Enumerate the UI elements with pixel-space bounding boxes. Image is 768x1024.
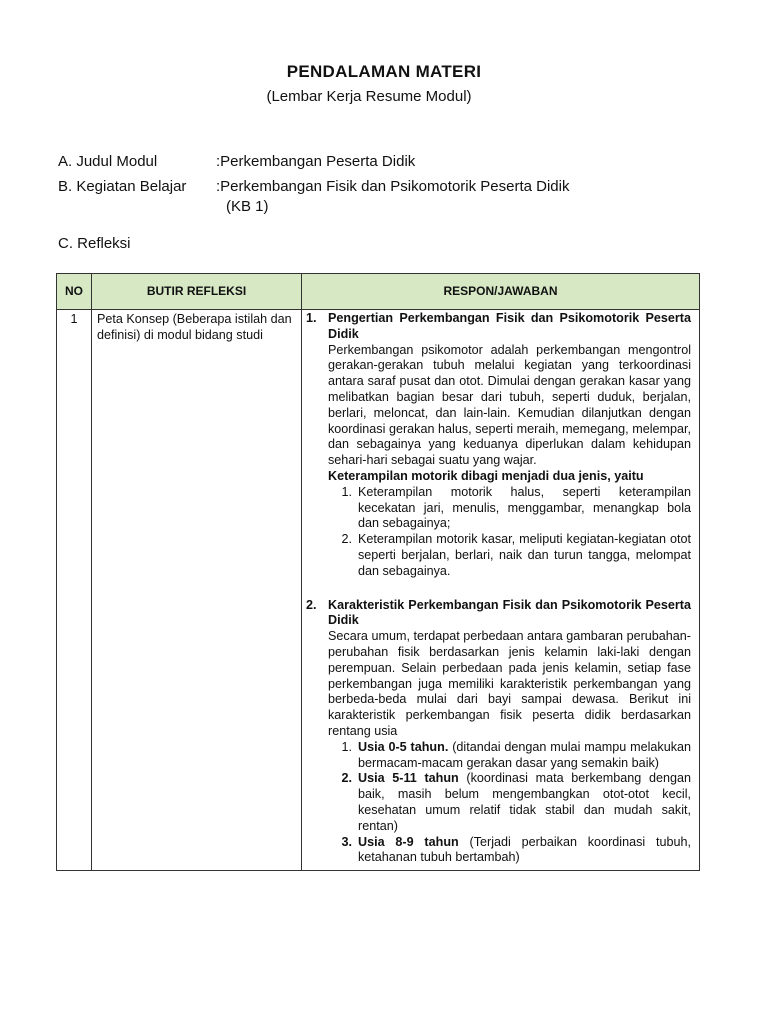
list-item-heading: Usia 8-9 tahun [358,834,459,849]
list-item-heading: Usia 5-11 tahun [358,771,459,786]
section-1-title: Pengertian Perkembangan Fisik dan Psikomotorik Peserta Didik [328,311,691,341]
list-item-number: 1. [341,484,352,499]
refleksi-label: C. Refleksi [58,235,131,252]
section-1-number: 1. [306,311,317,325]
judul-modul-row [58,152,415,172]
section-1 [306,311,691,580]
list-item [328,532,691,579]
cell-no: 1 [57,310,92,871]
list-item [328,835,691,867]
header-no: NO [57,274,92,310]
section-2 [306,598,691,867]
kegiatan-belajar-value-line2: (KB 1) [226,198,269,215]
list-item [328,740,691,772]
judul-modul-value: Perkembangan Peserta Didik [220,153,416,170]
section-2-title: Karakteristik Perkembangan Fisik dan Psikomotorik Peserta Didik [328,597,691,628]
list-item-number: 3. [341,834,352,849]
kegiatan-belajar-label: B. Kegiatan Belajar [58,178,187,195]
table-row [57,310,700,871]
list-item [328,485,691,532]
list-item [328,771,691,834]
list-item-text: (Terjadi perbaikan koordinasi tubuh, ketahanan tubuh bertambah) [358,834,691,865]
header-respon-jawaban: RESPON/JAWABAN [302,274,700,310]
section-2-number: 2. [306,597,317,612]
page-subtitle: (Lembar Kerja Resume Modul) [266,88,472,105]
judul-modul-label: A. Judul Modul [58,153,158,170]
refleksi-table [56,273,700,871]
cell-butir-refleksi: Peta Konsep (Beberapa istilah dan definisi) di modul bidang studi [92,310,302,871]
list-item-number: 2. [341,532,352,547]
list-item-number: 2. [341,771,352,786]
kegiatan-belajar-value: Perkembangan Fisik dan Psikomotorik Peserta Didik [220,178,570,195]
list-item-text: (koordinasi mata berkembang dengan baik, masih belum mengembangkan otot-otot kecil, kesehatan umum relatif tidak stabil dan mudah sakit, rentan) [358,771,691,833]
list-item-text: Keterampilan motorik kasar, meliputi kegiatan-kegiatan otot seperti berjalan, berlari, naik dan turun tangga, melompat dan sebagainya. [358,532,691,578]
kegiatan-belajar-separator: : [216,178,221,195]
table-header-row [57,274,700,310]
header-butir-refleksi: BUTIR REFLEKSI [92,274,302,310]
section-1-subtitle: Keterampilan motorik dibagi menjadi dua jenis, yaitu [328,468,644,483]
page-title: PENDALAMAN MATERI [286,62,482,81]
list-item-number: 1. [341,739,352,754]
section-1-paragraph: Perkembangan psikomotor adalah perkembangan mengontrol gerakan-gerakan tubuh melalui kegiatan yang terkoordinasi antara saraf pusat dan otot. Dimulai dengan gerakan kasar yang melibatkan bagian besar dari tubuh, seperti duduk, berjalan, berlari, meloncat, dan lain-lain. Kemudian dilanjutkan dengan koordinasi gerakan halus, seperti meraih, memegang, melempar, dan sebagainya yang keduanya diperlukan dalam kehidupan sehari-hari sebagai suatu yang wajar. [328,342,691,468]
judul-modul-separator: : [216,153,221,170]
cell-respon-jawaban [302,310,700,871]
section-2-paragraph: Secara umum, terdapat perbedaan antara gambaran perubahan-perubahan fisik berdasarkan jenis kelamin laki-laki dengan perempuan. Selain perbedaan pada jenis kelamin, setiap fase perkembangan juga memiliki karakteristik perkembangan yang berbeda-beda mulai dari bayi sampai dewasa. Berikut ini karakteristik perkembangan fisik peserta didik berdasarkan rentang usia [328,629,691,738]
list-item-heading: Usia 0-5 tahun. [358,739,449,754]
list-item-text: (ditandai dengan mulai mampu melakukan bermacam-macam gerakan dasar yang semakin baik) [358,739,691,770]
kegiatan-belajar-row [58,177,570,217]
list-item-text: Keterampilan motorik halus, seperti keterampilan kecekatan jari, menulis, menggambar, menangkap bola dan sebagainya; [358,484,691,531]
